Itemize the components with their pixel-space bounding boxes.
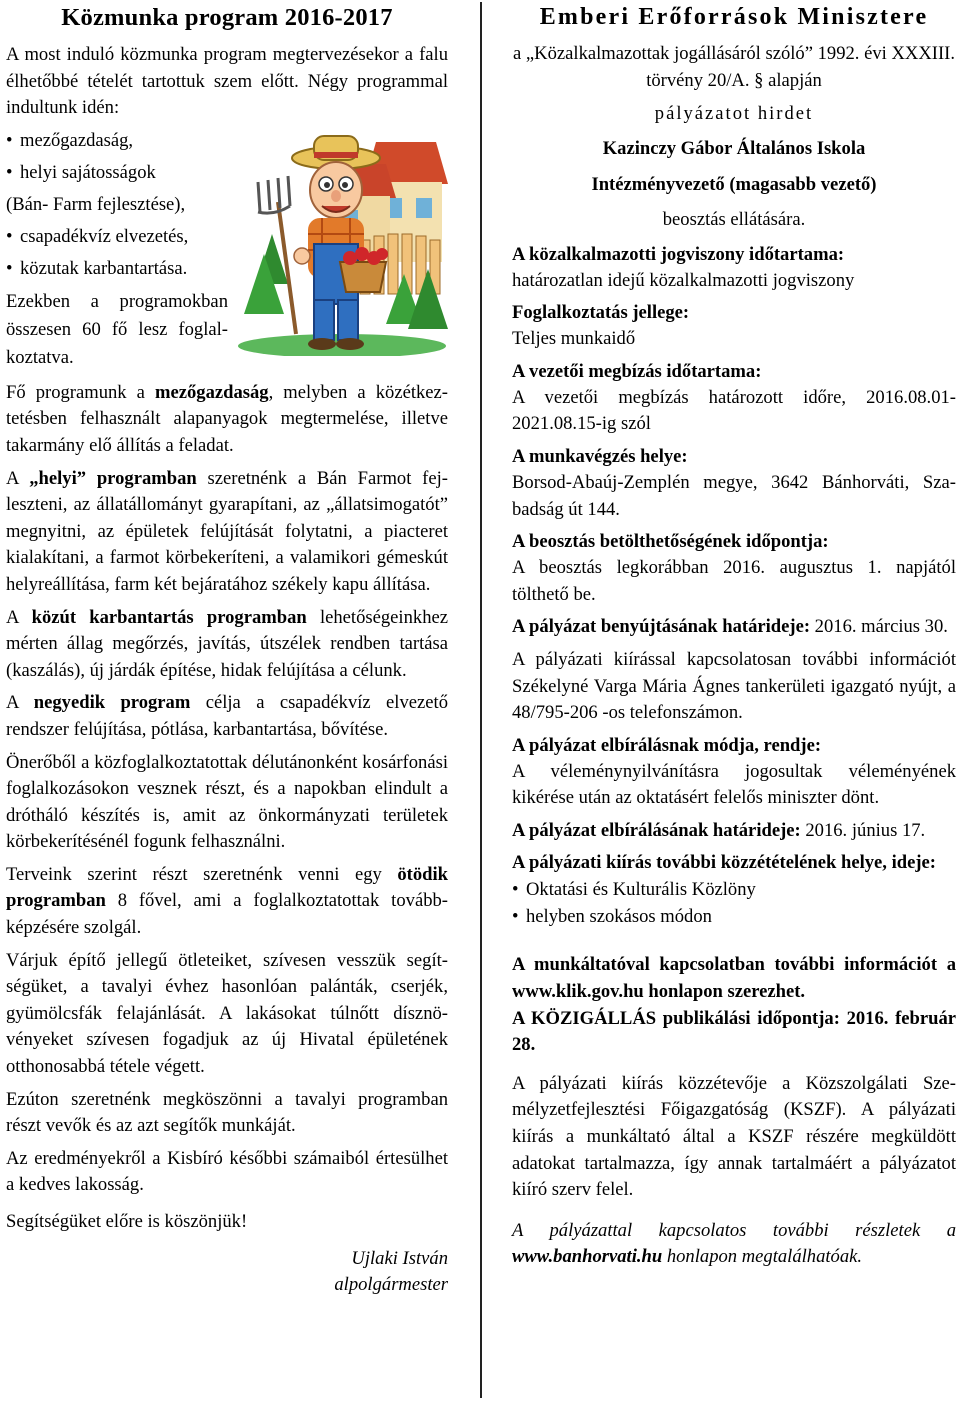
position-title: Intézményvezető (magasabb vezető) — [591, 174, 877, 196]
intro-paragraph: A most induló közmunka program megtervezésekor a falu élhetőbbé tételét tartottuk szem előtt. Négy programmal indultunk idén: — [6, 44, 448, 119]
section-heading: Foglalkoztatás jellege: — [512, 302, 690, 324]
publication-date: A KÖZIGÁLLÁS publikálási időpontja: 2016. február 28. — [512, 1007, 956, 1056]
school-name: Kazinczy Gábor Általános Iskola — [602, 137, 866, 159]
list-item: • helyben szokásos módon — [512, 906, 712, 928]
section-text: Borsod-Abaúj-Zemplén megye, 3642 Bánhorváti, Szabadság út 144. — [512, 471, 956, 520]
section-heading: A pályázati kiírás további közzétételének helye, ideje: — [512, 852, 936, 874]
section-heading: A munkavégzés helye: — [512, 445, 688, 467]
paragraph-local: A „helyi” programban szeretnénk a Bán Farmot fejleszteni, az állatállományt gyarapítani, az „állatsimogatót” megnyitni, az épületek felújítását folytatni, a piacteret kialakítani, a farmot körbekeríteni, a valamikori gémeskút helyreállítása, farm két bejáratához székely kapu állítása. — [6, 467, 448, 595]
farmer-illustration-icon — [236, 124, 448, 356]
list-item: • közutak karbantartása. — [6, 257, 188, 279]
list-item-continuation: (Bán- Farm fejlesztése), — [6, 193, 186, 215]
signature — [6, 1246, 448, 1298]
paragraph-fifth: Terveink szerint részt szeretnénk venni egy ötödik programban 8 fővel, ami a foglalkoztatottak továbbképzésére szolgál. — [6, 863, 448, 939]
section-text: A beosztás legkorábban 2016. augusztus 1. napjától tölthető be. — [512, 557, 956, 605]
contact-info: A pályázati kiírással kapcsolatosan további információt Székelyné Varga Mária Ágnes tankerületi igazgató nyújt, a 48/795-206 -os telefonszámon. — [512, 648, 956, 724]
list-item: • helyi sajátosságok — [6, 161, 156, 183]
article-title: Közmunka program 2016-2017 — [61, 4, 393, 31]
section-text: A vezetői megbízás határozott időre, 2016.08.01-2021.08.15-ig szól — [512, 386, 956, 435]
section-heading: A pályázat elbírálásnak módja, rendje: — [512, 734, 822, 756]
law-reference: a „Közalkalmazottak jogállásáról szóló” 1992. évi XXXIII. törvény 20/A. § alapján — [513, 43, 955, 91]
signature-role: alpolgármester — [334, 1273, 448, 1295]
section-text: Teljes munkaidő — [512, 328, 636, 350]
employer-info: A munkáltatóval kapcsolatban további információt a www.klik.gov.hu honlapon szerezhet. — [512, 954, 956, 1003]
list-item: • csapadékvíz elvezetés, — [6, 225, 189, 247]
ministry-title: Emberi Erőforrások Minisztere — [539, 4, 929, 30]
submission-deadline: A pályázat benyújtásának határideje: 2016. március 30. — [512, 616, 948, 638]
details-link-text: A pályázattal kapcsolatos további részletek a www.banhorvati.hu honlapon megtalálhatóak. — [512, 1219, 956, 1268]
paragraph-results: Az eredményekről a Kisbíró későbbi számaiból értesülhet a kedves lakosság. — [6, 1147, 448, 1196]
publisher-info: A pályázati kiírás közzétevője a Közszolgálati Személyzetfejlesztési Főigazgatóság (KSZF). A pályázati kiírás a munkáltató által a KSZF részére megküldött adatokat tartalmazza, így annak tartalmáért a pályázatot kiíró szerv felel. — [512, 1072, 956, 1201]
signature-name: Ujlaki István — [351, 1247, 448, 1269]
paragraph-agriculture: Fő programunk a mezőgazdaság, melyben a közétkeztetésben felhasznált alapanyagok megtermelése, illetve takarmány elő állítás a feladat. — [6, 381, 448, 456]
section-heading: A beosztás betölthetőségének időpontja: — [512, 531, 829, 553]
summary-paragraph: Ezekben a programokban összesen 60 fő lesz foglalkoztatva. — [6, 290, 228, 368]
paragraph-ideas: Várjuk építő jellegű ötleteiket, szívesen vesszük segítségüket, a tavalyi évhez hasonlóan palánták, cserjék, gyümölcsfák felajánlását. A lakásokat túlnőtt dísznövényeket szívesen fogadjuk az új Hivatal épületének otthonosabbá tétele végett. — [6, 949, 448, 1078]
website-link[interactable]: www.banhorvati.hu — [512, 1246, 663, 1268]
list-item: • mezőgazdaság, — [6, 129, 134, 151]
section-heading: A közalkalmazotti jogviszony időtartama: — [512, 243, 845, 265]
position-subtitle: beosztás ellátására. — [662, 208, 806, 230]
right-column — [492, 0, 960, 1271]
section-heading: A vezetői megbízás időtartama: — [512, 360, 762, 382]
section-text: A véleménynyilvánításra jogosultak véleményének kikérése után az oktatásért felelős miniszter dönt. — [512, 760, 956, 809]
paragraph-closing: Segítségüket előre is köszönjük! — [6, 1211, 248, 1232]
evaluation-deadline: A pályázat elbírálásának határideje: 2016. június 17. — [512, 819, 926, 841]
list-item: • Oktatási és Kulturális Közlöny — [512, 879, 756, 901]
column-divider — [480, 2, 482, 1398]
paragraph-roads: A közút karbantartás programban lehetőségeinkhez mérten állag megőrzés, javítás, útszélek rendben tartása (kaszálás), új járdák építése, hidak felújítása a célunk. — [6, 606, 448, 681]
section-text: határozatlan idejű közalkalmazotti jogviszony — [512, 269, 855, 291]
paragraph-fourth: A negyedik program célja a csapadékvíz elvezető rendszer felújítása, pótlása, karbantartása, bővítése. — [6, 692, 448, 740]
paragraph-thanks: Ezúton szeretnénk megköszönni a tavalyi programban részt vevők és az azt segítők munkáját. — [6, 1088, 448, 1137]
announcement: pályázatot hirdet — [654, 103, 814, 125]
paragraph-basket: Önerőből a közfoglalkoztatottak délutánonként kosárfonási foglalkozásokon vesznek részt, és a napokban elindult a drótháló készítés is, amit az önkormányzati területek körbekerítésénél fogunk felhasználni. — [6, 751, 448, 853]
